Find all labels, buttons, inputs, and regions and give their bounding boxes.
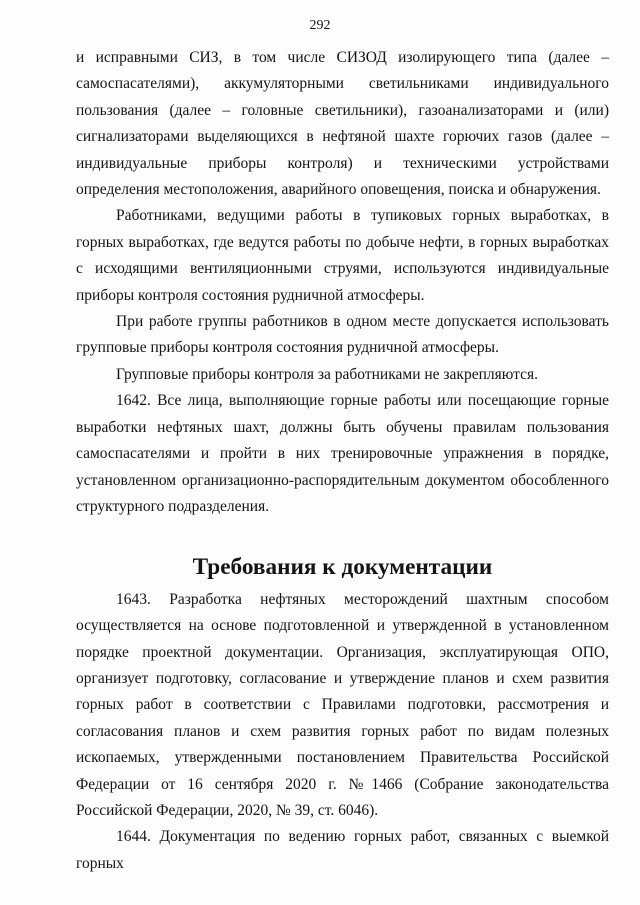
paragraph-1643: 1643. Разработка нефтяных месторождений шахтным способом осуществляется на основе подготовленной и утвержденной в установленном порядке проектной документации. Организация, эксплуатирующая ОПО, организует подготовку, согласование и утверждение планов и схем развития горных работ в соответствии с Правилами подготовки, рассмотрения и согласования планов и схем развития горных работ по видам полезных ископаемых, утвержденными постановлением Правительства Российской Федерации от 16 сентября 2020 г. №1466 (Собрание законодательства Российской Федерации, 2020, № 39, ст. 6046). <box>76 590 609 819</box>
page-number: 292 <box>309 18 331 33</box>
paragraph-1642: 1642. Все лица, выполняющие горные работы или посещающие горные выработки нефтяных шахт, должны быть обучены правилам пользования самоспасателями и пройти в них тренировочные упражнения в порядке, установленном организационно-распорядительным документом обособленного структурного подразделения. <box>76 392 609 515</box>
document-body <box>76 45 609 877</box>
paragraph-individual-devices: Работниками, ведущими работы в тупиковых горных выработках, в горных выработках, где ведутся работы по добыче нефти, в горных выработках с исходящими вентиляционными струями, используются индивидуальные приборы контроля состояния рудничной атмосферы. <box>76 207 609 304</box>
paragraph-group-devices: При работе группы работников в одном месте допускается использовать групповые приборы контроля состояния рудничной атмосферы. <box>76 313 609 357</box>
paragraph-group-devices-not-assigned: Групповые приборы контроля за работниками не закрепляются. <box>116 365 538 383</box>
paragraph-1644: 1644. Документация по ведению горных работ, связанных с выемкой горных <box>76 828 609 872</box>
paragraph-continuation: и исправными СИЗ, в том числе СИЗОД изолирующего типа (далее – самоспасателями), аккумуляторными светильниками индивидуального пользования (далее – головные светильники), газоанализаторами и (или) сигнализаторами выделяющихся в нефтяной шахте горючих газов (далее – индивидуальные приборы контроля) и техническими устройствами определения местоположения, аварийного оповещения, поиска и обнаружения. <box>76 49 609 199</box>
section-heading: Требования к документации <box>192 554 493 581</box>
